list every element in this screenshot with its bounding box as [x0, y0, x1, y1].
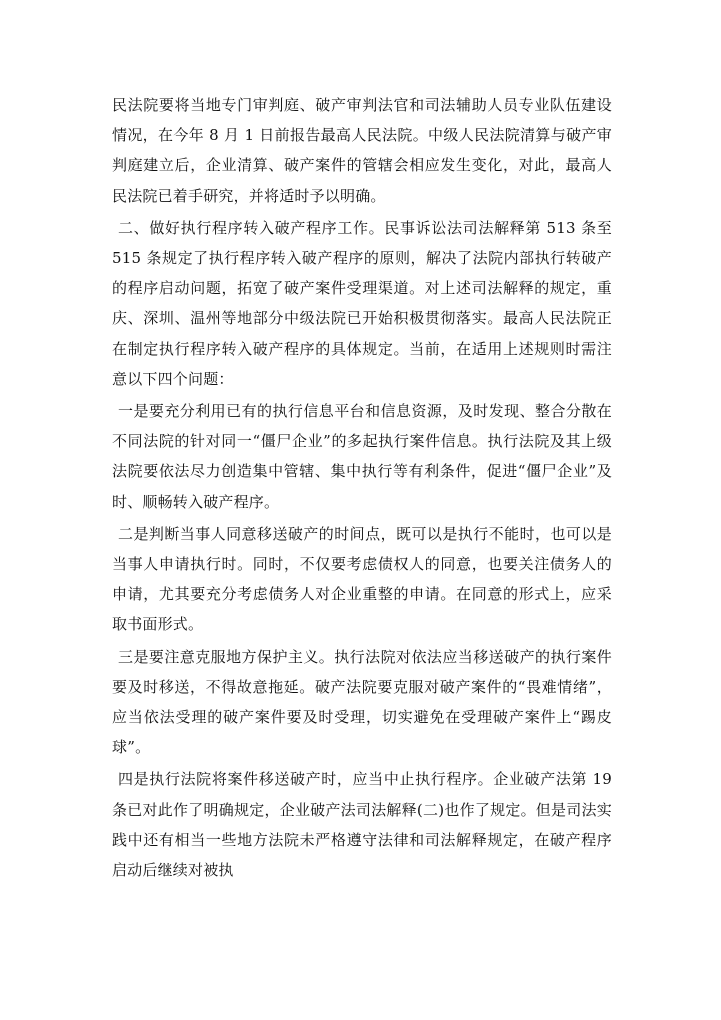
document-body	[112, 90, 612, 887]
paragraph-point-one: 一是要充分利用已有的执行信息平台和信息资源，及时发现、整合分散在不同法院的针对同一“僵尸企业”的多起执行案件信息。执行法院及其上级法院要依法尽力创造集中管辖、集中执行等有利条件，促进“僵尸企业”及时、顺畅转入破产程序。	[112, 402, 612, 511]
paragraph-point-three: 三是要注意克服地方保护主义。执行法院对依法应当移送破产的执行案件要及时移送，不得故意拖延。破产法院要克服对破产案件的“畏难情绪”，应当依法受理的破产案件要及时受理，切实避免在受理破产案件上“踢皮球”。	[112, 647, 612, 757]
paragraph-point-two: 二是判断当事人同意移送破产的时间点，既可以是执行不能时，也可以是当事人申请执行时。同时，不仅要考虑债权人的同意，也要关注债务人的申请，尤其要充分考虑债务人对企业重整的申请。在同意的形式上，应采取书面形式。	[112, 524, 612, 634]
paragraph-continuation: 民法院要将当地专门审判庭、破产审判法官和司法辅助人员专业队伍建设情况，在今年 8 月 1 日前报告最高人民法院。中级人民法院清算与破产审判庭建立后，企业清算、破产案件的管辖会相应发生变化，对此，最高人民法院已着手研究，并将适时予以明确。	[112, 96, 612, 205]
paragraph-point-four: 四是执行法院将案件移送破产时，应当中止执行程序。企业破产法第 19 条已对此作了明确规定，企业破产法司法解释(二)也作了规定。但是司法实践中还有相当一些地方法院未严格遵守法律和司法解释规定，在破产程序启动后继续对被执	[112, 770, 612, 880]
paragraph-section-two: 二、做好执行程序转入破产程序工作。民事诉讼法司法解释第 513 条至 515 条规定了执行程序转入破产程序的原则，解决了法院内部执行转破产的程序启动问题，拓宽了破产案件受理渠道。对上述司法解释的规定，重庆、深圳、温州等地部分中级法院已开始积极贯彻落实。最高人民法院正在制定执行程序转入破产程序的具体规定。当前，在适用上述规则时需注意以下四个问题：	[112, 218, 612, 388]
